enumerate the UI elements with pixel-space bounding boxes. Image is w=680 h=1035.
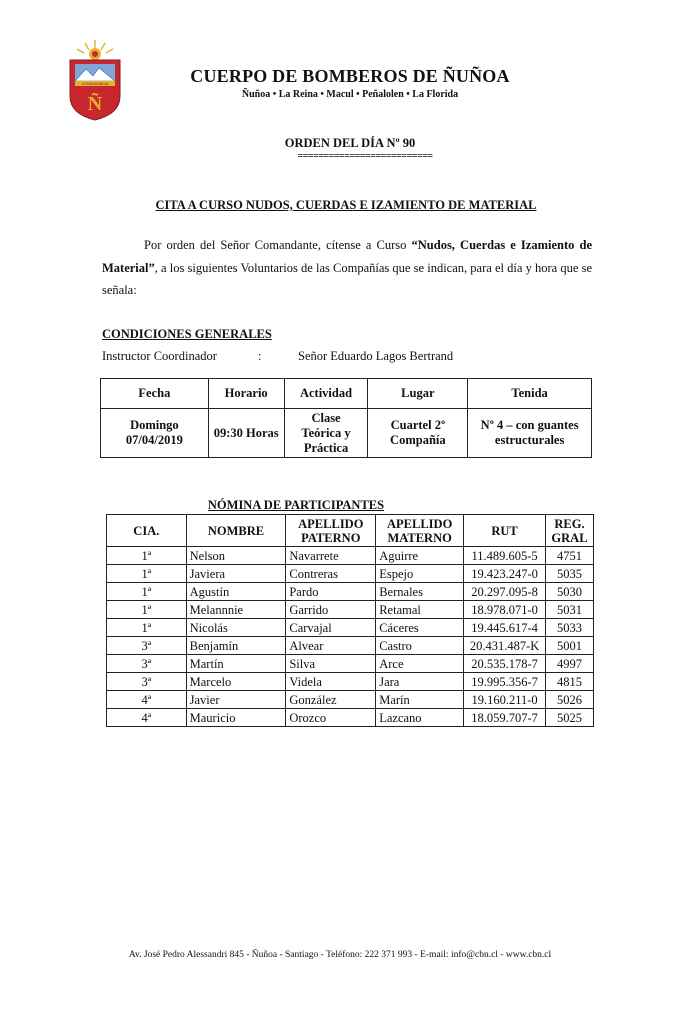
table-row	[107, 619, 594, 637]
cell-paterno: Navarrete	[286, 547, 376, 565]
header-fecha: Fecha	[101, 379, 209, 409]
cell-paterno: Alvear	[286, 637, 376, 655]
cell-paterno: Contreras	[286, 565, 376, 583]
cell-nombre: Nicolás	[186, 619, 286, 637]
table-row	[107, 583, 594, 601]
cell-cia: 1ª	[107, 601, 187, 619]
cell-cia: 3ª	[107, 655, 187, 673]
header-actividad: Actividad	[284, 379, 368, 409]
header-cia: CIA.	[107, 515, 187, 547]
apellido-paterno-line1: APELLIDO	[298, 516, 364, 531]
cell-materno: Aguirre	[376, 547, 464, 565]
bomberos-nunoa-logo	[66, 38, 124, 122]
cell-nombre: Javier	[186, 691, 286, 709]
cell-nombre: Benjamín	[186, 637, 286, 655]
cell-rut: 20.297.095-8	[464, 583, 546, 601]
cell-rut: 20.535.178-7	[464, 655, 546, 673]
fecha-day: Domingo	[130, 418, 179, 432]
header-lugar: Lugar	[368, 379, 468, 409]
table-row	[107, 547, 594, 565]
cell-lugar	[368, 409, 468, 458]
cell-materno: Castro	[376, 637, 464, 655]
cell-nombre: Agustín	[186, 583, 286, 601]
cell-reg: 5031	[545, 601, 593, 619]
cell-horario: 09:30 Horas	[208, 409, 284, 458]
cell-materno: Cáceres	[376, 619, 464, 637]
cell-materno: Marín	[376, 691, 464, 709]
reg-line1: REG.	[554, 516, 585, 531]
cell-nombre: Nelson	[186, 547, 286, 565]
cell-paterno: Videla	[286, 673, 376, 691]
instructor-colon: :	[258, 349, 262, 363]
table-row	[107, 565, 594, 583]
organization-title: CUERPO DE BOMBEROS DE ÑUÑOA	[190, 66, 510, 86]
actividad-line2: Teórica y	[301, 425, 351, 440]
cell-cia: 4ª	[107, 691, 187, 709]
cell-rut: 19.160.211-0	[464, 691, 546, 709]
cell-rut: 19.423.247-0	[464, 565, 546, 583]
table-row	[107, 691, 594, 709]
cell-rut: 20.431.487-K	[464, 637, 546, 655]
actividad-line1: Clase	[311, 410, 341, 425]
cell-reg: 5025	[545, 709, 593, 727]
apellido-materno-line1: APELLIDO	[387, 516, 453, 531]
order-title: ORDEN DEL DÍA Nº 90	[284, 136, 416, 150]
reg-line2: GRAL	[551, 530, 588, 545]
cell-tenida	[468, 409, 592, 458]
cell-cia: 1ª	[107, 565, 187, 583]
cell-materno: Lazcano	[376, 709, 464, 727]
cell-nombre: Melannnie	[186, 601, 286, 619]
instructor-label: Instructor Coordinador	[102, 349, 217, 363]
cell-paterno: González	[286, 691, 376, 709]
conditions-title: CONDICIONES GENERALES	[102, 327, 272, 341]
cell-materno: Bernales	[376, 583, 464, 601]
participants-table	[106, 514, 594, 727]
header-rut: RUT	[464, 515, 546, 547]
fecha-date: 07/04/2019	[125, 433, 183, 447]
cell-reg: 5033	[545, 619, 593, 637]
lugar-line2: Compañía	[390, 433, 446, 447]
cell-fecha	[101, 409, 209, 458]
cell-reg: 5030	[545, 583, 593, 601]
order-title-rule: ==========================	[297, 151, 433, 162]
cell-materno: Retamal	[376, 601, 464, 619]
cell-paterno: Orozco	[286, 709, 376, 727]
cita-title: CITA A CURSO NUDOS, CUERDAS E IZAMIENTO DE MATERIAL	[155, 198, 537, 212]
header-reg-gral	[545, 515, 593, 547]
participants-header-row	[107, 515, 594, 547]
table-row	[107, 673, 594, 691]
course-name: “Nudos, Cuerdas e Izamiento de Material”	[102, 238, 592, 275]
instructor-value: Señor Eduardo Lagos Bertrand	[298, 349, 454, 363]
cell-rut: 19.445.617-4	[464, 619, 546, 637]
cell-actividad	[284, 409, 368, 458]
table-row	[107, 601, 594, 619]
logo-banner-text: COMANDANCIA	[82, 82, 108, 86]
table-row	[107, 655, 594, 673]
schedule-row	[101, 409, 592, 458]
table-row	[107, 709, 594, 727]
cell-cia: 4ª	[107, 709, 187, 727]
cell-materno: Arce	[376, 655, 464, 673]
cell-cia: 1ª	[107, 547, 187, 565]
cell-rut: 11.489.605-5	[464, 547, 546, 565]
tenida-line2: estructurales	[494, 433, 565, 447]
header-tenida: Tenida	[468, 379, 592, 409]
cell-paterno: Garrido	[286, 601, 376, 619]
intro-part1: Por orden del Señor Comandante, cítense a Curso	[144, 238, 412, 252]
apellido-paterno-line2: PATERNO	[301, 530, 361, 545]
cell-nombre: Marcelo	[186, 673, 286, 691]
header-horario: Horario	[208, 379, 284, 409]
tenida-line1: Nº 4 – con guantes	[480, 418, 579, 432]
cell-materno: Jara	[376, 673, 464, 691]
lugar-line1: Cuartel 2º	[390, 418, 446, 432]
cell-reg: 5026	[545, 691, 593, 709]
communes-subtitle: Ñuñoa • La Reina • Macul • Peñalolen • La Florida	[241, 89, 459, 100]
logo-letter: Ñ	[87, 93, 103, 115]
cell-paterno: Pardo	[286, 583, 376, 601]
header-nombre: NOMBRE	[186, 515, 286, 547]
cell-nombre: Martín	[186, 655, 286, 673]
actividad-line3: Práctica	[303, 440, 349, 455]
participants-title: NÓMINA DE PARTICIPANTES	[207, 498, 385, 512]
cell-cia: 3ª	[107, 637, 187, 655]
cell-rut: 18.978.071-0	[464, 601, 546, 619]
cell-rut: 19.995.356-7	[464, 673, 546, 691]
cell-paterno: Carvajal	[286, 619, 376, 637]
cell-reg: 4751	[545, 547, 593, 565]
cell-reg: 5001	[545, 637, 593, 655]
cell-materno: Espejo	[376, 565, 464, 583]
header-apellido-paterno	[286, 515, 376, 547]
intro-paragraph	[102, 234, 592, 302]
cell-reg: 4997	[545, 655, 593, 673]
cell-nombre: Mauricio	[186, 709, 286, 727]
cell-cia: 1ª	[107, 583, 187, 601]
cell-rut: 18.059.707-7	[464, 709, 546, 727]
schedule-table	[100, 378, 592, 458]
apellido-materno-line2: MATERNO	[387, 530, 452, 545]
cell-cia: 3ª	[107, 673, 187, 691]
table-row	[107, 637, 594, 655]
intro-part2: , a los siguientes Voluntarios de las Compañías que se indican, para el día y hora que se señala:	[102, 260, 592, 297]
schedule-header-row	[101, 379, 592, 409]
cell-paterno: Silva	[286, 655, 376, 673]
footer-contact: Av. José Pedro Alessandri 845 - Ñuñoa - Santiago - Teléfono: 222 371 993 - E-mail: info@cbn.cl - www.cbn.cl	[128, 950, 552, 960]
cell-nombre: Javiera	[186, 565, 286, 583]
cell-reg: 4815	[545, 673, 593, 691]
cell-reg: 5035	[545, 565, 593, 583]
cell-cia: 1ª	[107, 619, 187, 637]
header-apellido-materno	[376, 515, 464, 547]
